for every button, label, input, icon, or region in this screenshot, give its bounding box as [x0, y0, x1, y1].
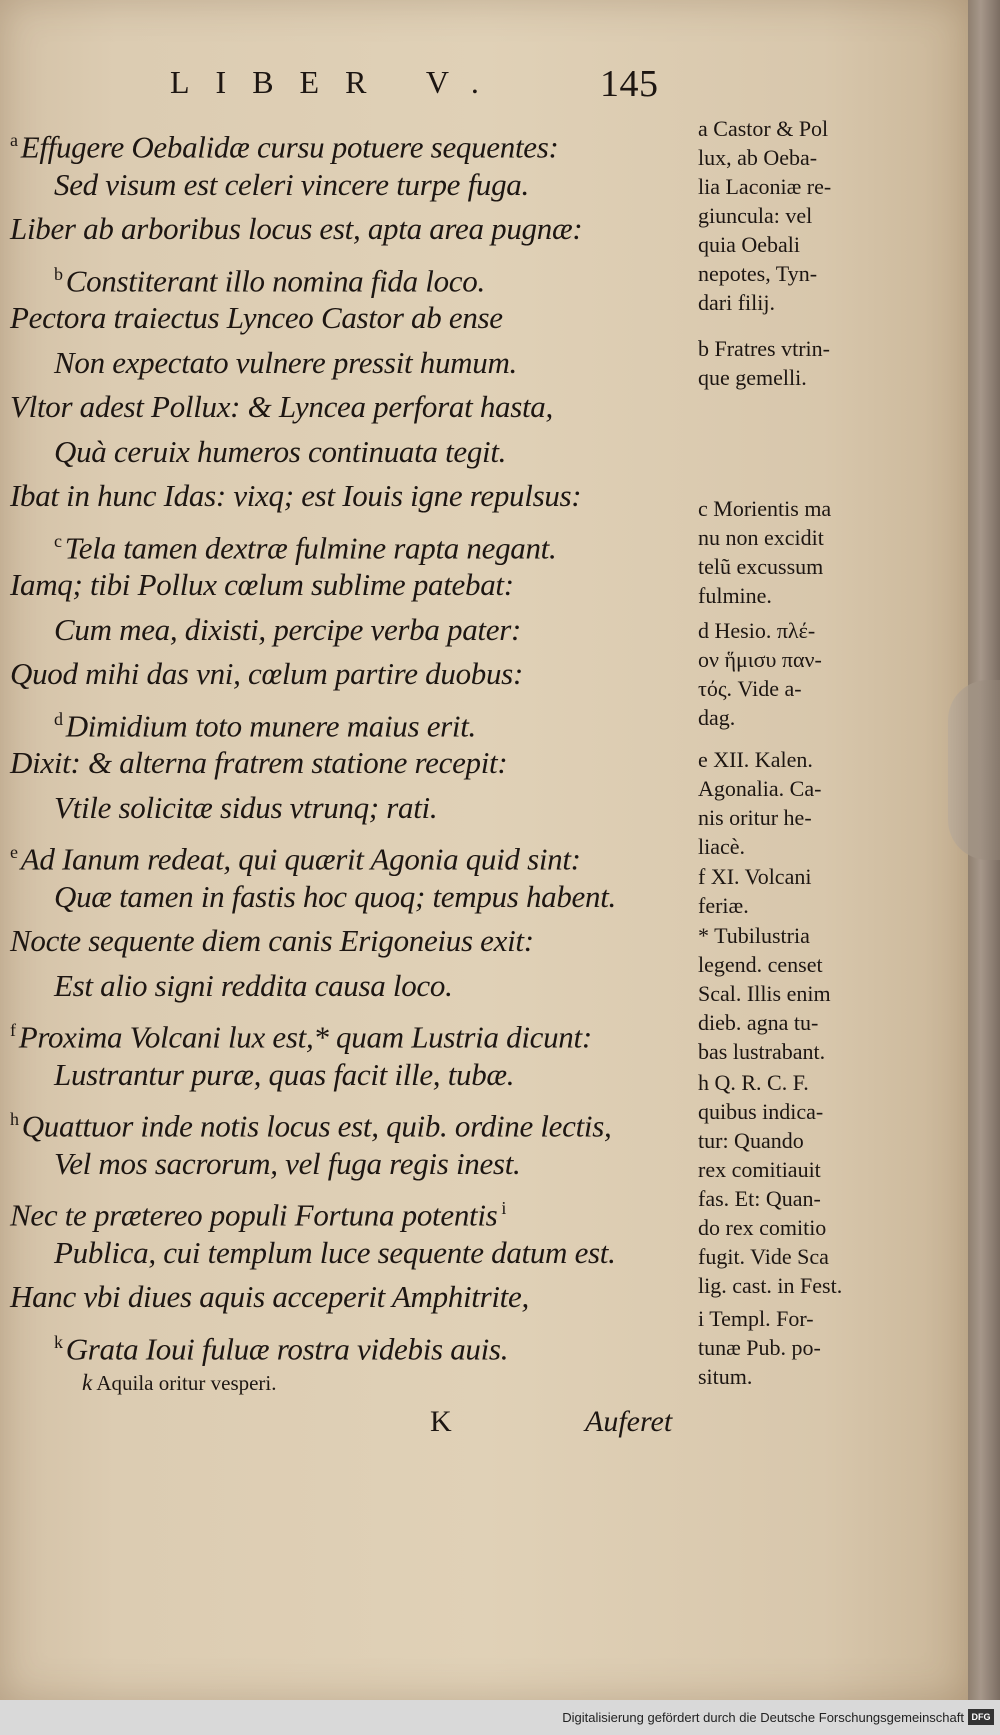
verse-line: [10, 563, 690, 608]
verse-line: [10, 608, 690, 653]
verse-line: [10, 252, 690, 297]
verse-text: [10, 118, 690, 1364]
dfg-logo: DFG: [968, 1709, 994, 1725]
verse-line: [10, 830, 690, 875]
note-reference-mark: a: [10, 130, 18, 150]
marginal-note-a: a Castor & Pol lux, ab Oeba- lia Laconiæ re- giuncula: vel quia Oebali nepotes, Tyn- dari filij.: [698, 116, 832, 315]
note-reference-mark: d: [54, 708, 63, 729]
marginal-note-f: f XI. Volcani feriæ.: [698, 864, 812, 918]
verse-line: [10, 1008, 690, 1053]
verse-line: [10, 697, 690, 742]
note-reference-mark: c: [54, 530, 62, 551]
verse-line: [10, 296, 690, 341]
running-head: [170, 63, 690, 105]
verse-line-text: Vltor adest Pollux: & Lyncea perforat hasta,: [10, 389, 553, 424]
verse-line-text: Ibat in hunc Idas: vixq; est Iouis igne repulsus:: [10, 478, 582, 513]
note-reference-mark: h: [10, 1109, 19, 1129]
marginal-note-e: e XII. Kalen. Agonalia. Ca- nis oritur he- liacè.: [698, 747, 822, 859]
verse-line-text: Tela tamen dextræ fulmine rapta negant.: [64, 529, 557, 565]
verse-line: [10, 118, 690, 163]
catchword: Auferet: [585, 1405, 673, 1438]
verse-line-text: Vel mos sacrorum, vel fuga regis inest.: [54, 1145, 521, 1181]
footnote-text: Aquila oritur vesperi.: [96, 1371, 277, 1395]
verse-line-text: Dimidium toto munere maius erit.: [65, 707, 477, 743]
verse-line: [10, 163, 690, 208]
verse-line: [10, 786, 690, 831]
verse-line: [10, 741, 690, 786]
verse-line: [10, 385, 690, 430]
verse-line-text: Publica, cui templum luce sequente datum est.: [54, 1234, 616, 1270]
footnote-mark: k: [82, 1370, 93, 1395]
verse-line-text: Liber ab arboribus locus est, apta area pugnæ:: [10, 211, 583, 246]
verse-line: [10, 875, 690, 920]
verse-line: [10, 1320, 690, 1365]
verse-line: [10, 519, 690, 564]
verse-line: [10, 1142, 690, 1187]
verse-line-text: Non expectato vulnere pressit humum.: [54, 344, 517, 380]
verse-line-text: Grata Ioui fuluæ rostra videbis auis.: [65, 1330, 509, 1366]
verse-line-text: Vtile solicitæ sidus vtrunq; rati.: [54, 789, 438, 825]
verse-line: [10, 207, 690, 252]
note-reference-mark: k: [54, 1331, 63, 1352]
verse-line-text: Est alio signi reddita causa loco.: [54, 967, 453, 1003]
footnote: [82, 1370, 277, 1396]
verse-line-text: Proxima Volcani lux est,* quam Lustria dicunt:: [18, 1019, 592, 1055]
verse-line-text: Dixit: & alterna fratrem statione recepit:: [10, 745, 508, 780]
verse-line: [10, 430, 690, 475]
verse-line-text: Constiterant illo nomina fida loco.: [65, 262, 485, 298]
verse-line: [10, 964, 690, 1009]
running-head-title: LIBER V.: [170, 64, 505, 100]
verse-line-text: Iamq; tibi Pollux cœlum sublime patebat:: [10, 567, 514, 602]
marginal-note-d: d Hesio. πλέ- ον ἥμισυ παν- τός. Vide a- dag.: [698, 618, 822, 730]
verse-line: [10, 341, 690, 386]
verse-line-text: Quod mihi das vni, cœlum partire duobus:: [10, 656, 523, 691]
marginal-note-b: b Fratres vtrin- que gemelli.: [698, 336, 830, 390]
digitization-footer: [0, 1700, 1000, 1735]
marginal-note-i: i Templ. For- tunæ Pub. po- situm.: [698, 1306, 821, 1389]
page-number: 145: [600, 63, 659, 105]
note-reference-mark: f: [10, 1020, 16, 1040]
marginal-note-tubilustria: * Tubilustria legend. censet Scal. Illis enim dieb. agna tu- bas lustrabant.: [698, 923, 831, 1064]
verse-line-text: Pectora traiectus Lynceo Castor ab ense: [10, 300, 503, 335]
verse-line: [10, 474, 690, 519]
verse-line: [10, 1231, 690, 1276]
page-clip: [948, 680, 1000, 860]
verse-line: [10, 1053, 690, 1098]
verse-line-text: Cum mea, dixisti, percipe verba pater:: [54, 611, 521, 647]
verse-line: [10, 652, 690, 697]
note-reference-mark: b: [54, 263, 63, 284]
note-reference-mark: e: [10, 842, 18, 862]
verse-line-text: Nocte sequente diem canis Erigoneius exit:: [10, 923, 534, 958]
marginal-note-c: c Morientis ma nu non excidit telũ excussum fulmine.: [698, 496, 832, 608]
verse-line: [10, 919, 690, 964]
verse-line-text: Hanc vbi diues aquis acceperit Amphitrite,: [10, 1279, 529, 1314]
note-reference-mark: i: [501, 1198, 507, 1218]
footer-credit: Digitalisierung gefördert durch die Deutsche Forschungsgemeinschaft: [562, 1710, 964, 1725]
verse-line-text: Ad Ianum redeat, qui quærit Agonia quid sint:: [20, 841, 581, 877]
verse-line: [10, 1275, 690, 1320]
verse-line-text: Quà ceruix humeros continuata tegit.: [54, 433, 507, 469]
verse-line-text: Lustrantur puræ, quas facit ille, tubæ.: [54, 1056, 515, 1092]
verse-line: [10, 1097, 690, 1142]
verse-line-text: Quattuor inde notis locus est, quib. ordine lectis,: [21, 1108, 612, 1144]
verse-line-text: Effugere Oebalidæ cursu potuere sequentes:: [20, 129, 559, 165]
signature-mark: K: [430, 1405, 452, 1438]
verse-line-text: Quæ tamen in fastis hoc quoq; tempus habent.: [54, 878, 616, 914]
verse-line: [10, 1186, 690, 1231]
verse-line-text: Nec te prætereo populi Fortuna potentis: [10, 1197, 498, 1233]
marginal-note-h: h Q. R. C. F. quibus indica- tur: Quando rex comitiauit fas. Et: Quan- do rex comitio fugit. Vide Sca lig. cast. in Fest.: [698, 1070, 843, 1298]
verse-line-text: Sed visum est celeri vincere turpe fuga.: [54, 166, 529, 202]
